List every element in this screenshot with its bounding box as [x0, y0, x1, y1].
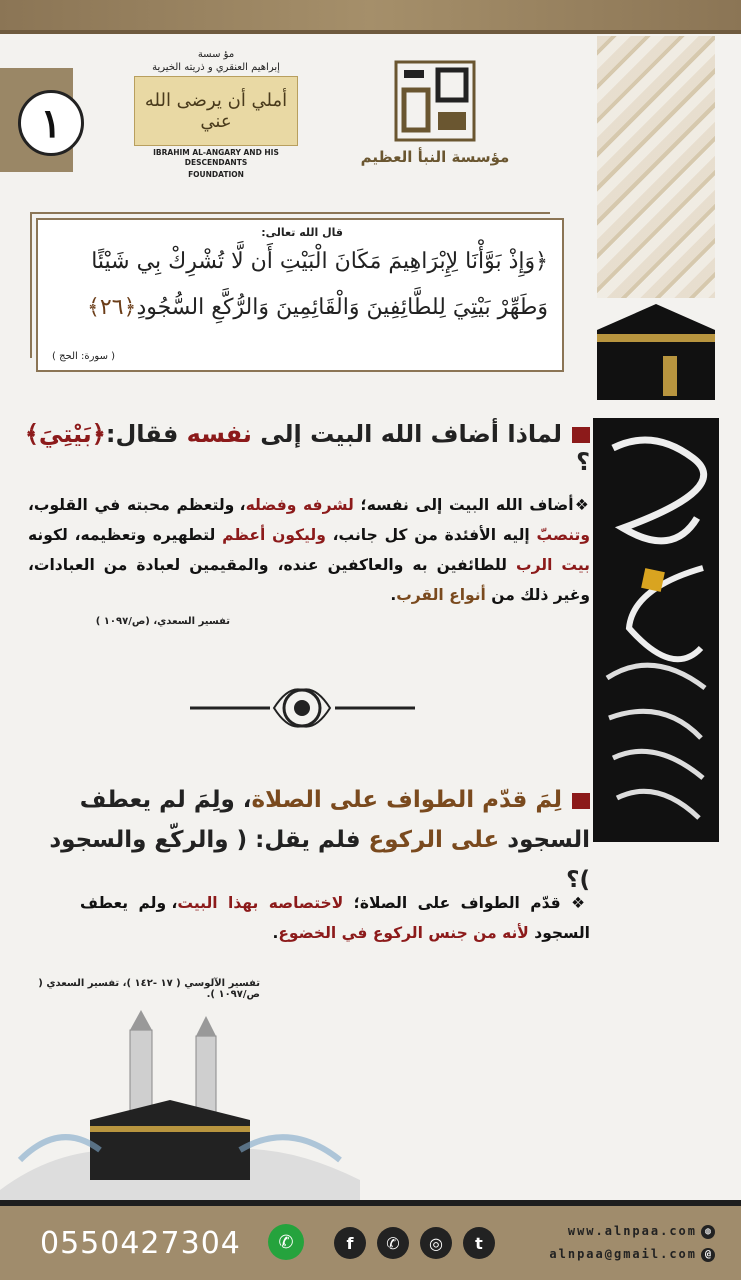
a2-a: ❖ قدّم الطواف على الصلاة؛ — [343, 894, 590, 912]
answer-2 — [80, 888, 590, 948]
at-icon: @ — [701, 1248, 715, 1262]
a1-g: لتطهيره وتعظيمه، لكونه — [28, 526, 223, 544]
email-text[interactable]: alnpaa@gmail.com — [549, 1247, 697, 1261]
website-row[interactable] — [500, 1224, 715, 1239]
foundation-name-en-1: IBRAHIM AL-ANGARY AND HIS DESCENDANTS — [153, 148, 279, 167]
question-2 — [30, 780, 590, 900]
top-bar — [0, 0, 741, 34]
verse-line-1: ﴿وَإِذْ بَوَّأْنَا لِإِبْرَاهِيمَ مَكَانَ الْبَيْتِ أَن لَّا تُشْرِكْ بِي شَيْئًا — [91, 249, 548, 274]
foundation-name-ar-1: مؤ سسة — [197, 49, 235, 60]
website-text[interactable]: www.alnpaa.com — [567, 1224, 697, 1238]
calligraphy-panel — [593, 418, 719, 842]
question-1 — [20, 420, 590, 476]
verse-number: ﴿٢٦﴾ — [87, 295, 137, 320]
quran-quote-box — [36, 218, 564, 372]
globe-icon: ◍ — [701, 1225, 715, 1239]
bullet-square — [572, 427, 590, 443]
q2-d: فلم يقل: ( والركّع والسجود )؟ — [49, 827, 590, 893]
q2-c: على الركوع — [368, 827, 500, 853]
foundation-logo — [130, 48, 302, 184]
a1-c: ، ولتعظم محبته في القلوب، — [28, 496, 246, 514]
q1-end: ؟ — [576, 448, 590, 476]
kaaba-illustration — [597, 300, 715, 400]
nabaa-logo-caption: مؤسسة النبأ العظيم — [360, 148, 510, 166]
a1-e: إليه الأفئدة من كل جانب، — [325, 526, 537, 544]
whatsapp-small-icon[interactable]: ✆ — [377, 1227, 409, 1259]
quote-intro: قال الله تعالى: — [261, 226, 343, 239]
facebook-icon[interactable]: f — [334, 1227, 366, 1259]
foundation-name-en-2: FOUNDATION — [188, 170, 244, 179]
a1-k: . — [390, 586, 397, 604]
email-row[interactable] — [500, 1247, 715, 1262]
reference-2: تفسير الآلوسي ( ١٧ -١٤٢ )، تفسير السعدي ( ص/١٠٩٧ ). — [38, 978, 260, 1000]
whatsapp-icon[interactable]: ✆ — [268, 1224, 304, 1260]
surah-reference: ( سورة: الحج ) — [52, 351, 116, 362]
bullet-square-2 — [572, 793, 590, 809]
mosque-illustration — [0, 1010, 360, 1200]
nabaa-logo-mark — [394, 60, 476, 142]
a1-b: لشرفه وفضله — [245, 496, 354, 514]
a2-d: لأنه من جنس الركوع في الخضوع — [278, 924, 529, 942]
q2-a: لِمَ قدّم الطواف على الصلاة — [251, 787, 562, 813]
ornament-divider — [190, 680, 415, 736]
a1-d: وتنصبّ — [536, 526, 590, 544]
page-number: ١ — [18, 90, 84, 156]
verse-line-2 — [52, 285, 548, 331]
q1-keyword: ﴿بَيْتِيَ﴾ — [24, 420, 106, 448]
foundation-name-ar-2: إبراهيم العنقري و ذريته الخيرية — [152, 62, 280, 73]
answer-1 — [28, 490, 590, 610]
phone-number[interactable]: 0550427304 — [40, 1226, 241, 1261]
foundation-signature: أملي أن يرضى الله عني — [134, 76, 298, 146]
a1-i: للطائفين به والعاكفين عنده، والمقيمين لعبادة من العبادات، وغير ذلك من — [28, 556, 590, 604]
nabaa-logo — [350, 60, 520, 180]
a1-a: ❖أضاف الله البيت إلى نفسه؛ — [353, 496, 590, 514]
q1-part-c: فقال: — [105, 420, 187, 448]
q1-part-a: لماذا أضاف الله البيت إلى — [251, 420, 562, 448]
a1-j: أنواع القرب — [396, 586, 486, 604]
verse-line-2-text: وَطَهِّرْ بَيْتِيَ لِلطَّائِفِينَ وَالْقَائِمِينَ وَالرُّكَّعِ السُّجُودِ — [136, 295, 548, 320]
a1-h: بيت الرب — [516, 556, 590, 574]
a1-f: وليكون أعظم — [222, 526, 326, 544]
a2-b: لاختصاصه بهذا البيت — [177, 894, 344, 912]
a2-e: . — [272, 924, 279, 942]
instagram-icon[interactable]: ◎ — [420, 1227, 452, 1259]
q1-part-b: نفسه — [186, 420, 252, 448]
a2-c: ، ولم يعطف السجود — [80, 894, 590, 942]
twitter-icon[interactable]: t — [463, 1227, 495, 1259]
reference-1: تفسير السعدي، (ص/١٠٩٧ ) — [95, 616, 230, 627]
q2-b: ، ولِمَ لم يعطف السجود — [79, 787, 590, 853]
calligraphy-pattern — [597, 36, 715, 298]
